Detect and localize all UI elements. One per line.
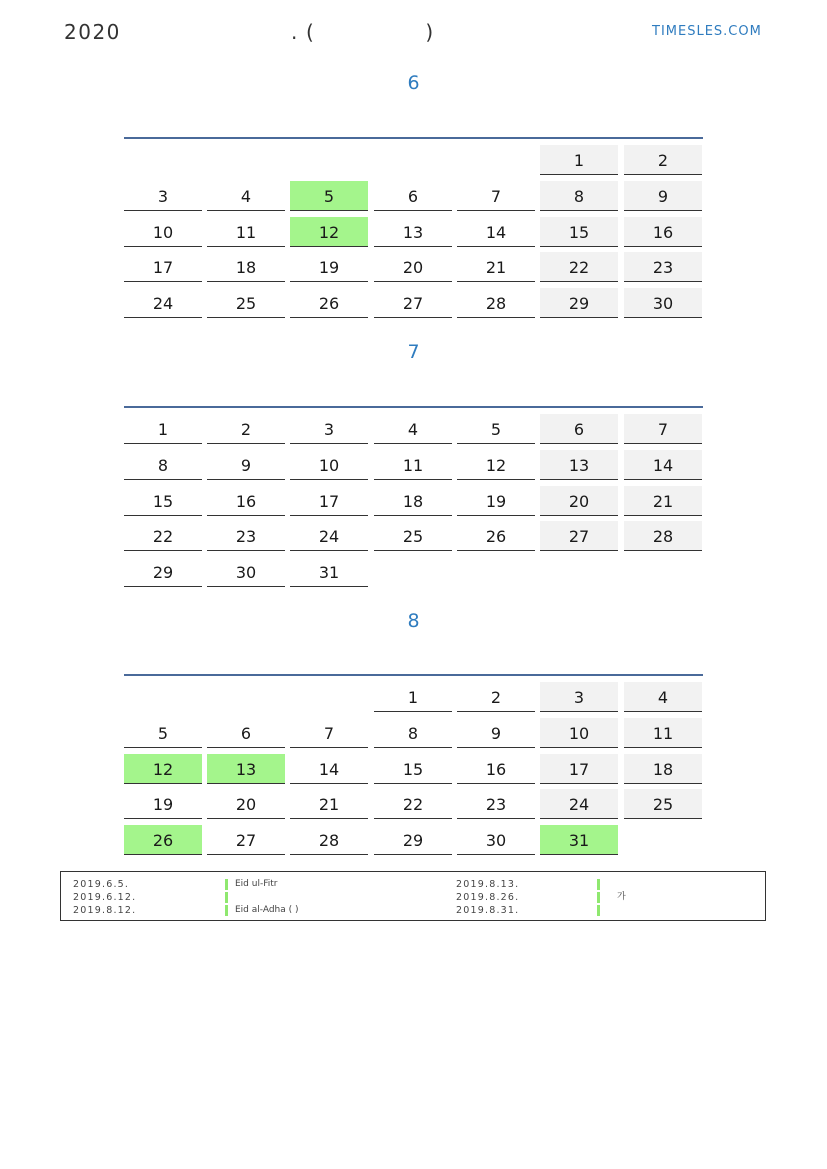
day-cell: 26 <box>457 521 535 551</box>
legend-date: 2019.6.5. <box>73 879 130 890</box>
day-cell: 22 <box>124 521 202 551</box>
day-cell: 18 <box>374 486 452 516</box>
weekend-day-cell: 10 <box>540 718 618 748</box>
day-cell: 25 <box>207 288 285 318</box>
weekend-day-cell: 8 <box>540 181 618 211</box>
weekend-day-cell: 22 <box>540 252 618 282</box>
weekend-day-cell: 18 <box>624 754 702 784</box>
month-title: 6 <box>407 72 420 94</box>
holiday-day-cell: 26 <box>124 825 202 855</box>
day-cell: 9 <box>207 450 285 480</box>
day-cell: 25 <box>374 521 452 551</box>
weekend-day-cell: 2 <box>624 145 702 175</box>
day-cell: 19 <box>457 486 535 516</box>
day-cell: 6 <box>207 718 285 748</box>
legend-date: 2019.8.31. <box>456 905 520 916</box>
day-cell: 5 <box>124 718 202 748</box>
month-title: 8 <box>407 610 420 632</box>
weekend-day-cell: 20 <box>540 486 618 516</box>
day-cell: 29 <box>124 557 202 587</box>
day-cell: 16 <box>207 486 285 516</box>
weekend-day-cell: 6 <box>540 414 618 444</box>
day-cell: 15 <box>124 486 202 516</box>
day-cell: 29 <box>374 825 452 855</box>
day-cell: 14 <box>457 217 535 247</box>
day-cell: 27 <box>374 288 452 318</box>
paren-close: ) <box>425 20 435 44</box>
day-cell: 10 <box>124 217 202 247</box>
day-cell: 30 <box>207 557 285 587</box>
weekend-day-cell: 24 <box>540 789 618 819</box>
weekend-day-cell: 11 <box>624 718 702 748</box>
legend-date: 2019.8.12. <box>73 905 137 916</box>
month-title: 7 <box>407 341 420 363</box>
legend-holiday-name: Eid ul-Fitr <box>235 879 278 889</box>
day-cell: 24 <box>290 521 368 551</box>
day-cell: 8 <box>374 718 452 748</box>
legend-date: 2019.8.26. <box>456 892 520 903</box>
day-cell: 26 <box>290 288 368 318</box>
brand-link[interactable]: TIMESLES.COM <box>652 24 762 39</box>
day-cell: 7 <box>457 181 535 211</box>
legend-color-marker <box>597 879 600 890</box>
day-cell: 16 <box>457 754 535 784</box>
weekend-day-cell: 9 <box>624 181 702 211</box>
day-cell: 6 <box>374 181 452 211</box>
legend-color-marker <box>597 892 600 903</box>
weekend-day-cell: 1 <box>540 145 618 175</box>
day-cell: 1 <box>124 414 202 444</box>
day-cell: 2 <box>207 414 285 444</box>
day-cell: 20 <box>207 789 285 819</box>
day-cell: 28 <box>457 288 535 318</box>
month-divider <box>124 137 703 139</box>
legend-date: 2019.8.13. <box>456 879 520 890</box>
weekend-day-cell: 21 <box>624 486 702 516</box>
weekend-day-cell: 3 <box>540 682 618 712</box>
legend-entry <box>61 891 761 904</box>
weekend-day-cell: 28 <box>624 521 702 551</box>
day-cell: 18 <box>207 252 285 282</box>
day-cell: 23 <box>207 521 285 551</box>
holiday-day-cell: 5 <box>290 181 368 211</box>
day-cell: 17 <box>124 252 202 282</box>
month-divider <box>124 674 703 676</box>
day-cell: 10 <box>290 450 368 480</box>
legend-entry <box>61 878 761 891</box>
legend-color-marker <box>597 905 600 916</box>
day-cell: 20 <box>374 252 452 282</box>
paren-open: ( <box>306 20 316 44</box>
day-cell: 3 <box>124 181 202 211</box>
day-cell: 1 <box>374 682 452 712</box>
day-cell: 21 <box>457 252 535 282</box>
page-header-title <box>64 20 435 44</box>
day-cell: 4 <box>374 414 452 444</box>
day-cell: 27 <box>207 825 285 855</box>
day-cell: 23 <box>457 789 535 819</box>
holiday-day-cell: 31 <box>540 825 618 855</box>
day-cell: 28 <box>290 825 368 855</box>
header-parenthetical <box>306 20 435 44</box>
weekend-day-cell: 25 <box>624 789 702 819</box>
weekend-day-cell: 23 <box>624 252 702 282</box>
header-dot: . <box>291 20 299 44</box>
weekend-day-cell: 30 <box>624 288 702 318</box>
day-cell: 2 <box>457 682 535 712</box>
weekend-day-cell: 17 <box>540 754 618 784</box>
day-cell: 21 <box>290 789 368 819</box>
legend-entry <box>61 904 761 917</box>
legend-date: 2019.6.12. <box>73 892 137 903</box>
month-divider <box>124 406 703 408</box>
weekend-day-cell: 7 <box>624 414 702 444</box>
day-cell: 11 <box>374 450 452 480</box>
weekend-day-cell: 14 <box>624 450 702 480</box>
weekend-day-cell: 29 <box>540 288 618 318</box>
holiday-day-cell: 12 <box>290 217 368 247</box>
weekend-day-cell: 27 <box>540 521 618 551</box>
weekend-day-cell: 15 <box>540 217 618 247</box>
day-cell: 7 <box>290 718 368 748</box>
day-cell: 19 <box>290 252 368 282</box>
day-cell: 31 <box>290 557 368 587</box>
day-cell: 8 <box>124 450 202 480</box>
weekend-day-cell: 16 <box>624 217 702 247</box>
day-cell: 4 <box>207 181 285 211</box>
holiday-day-cell: 12 <box>124 754 202 784</box>
day-cell: 9 <box>457 718 535 748</box>
day-cell: 24 <box>124 288 202 318</box>
holiday-legend <box>60 871 766 921</box>
day-cell: 17 <box>290 486 368 516</box>
day-cell: 22 <box>374 789 452 819</box>
day-cell: 19 <box>124 789 202 819</box>
day-cell: 11 <box>207 217 285 247</box>
day-cell: 14 <box>290 754 368 784</box>
day-cell: 5 <box>457 414 535 444</box>
day-cell: 13 <box>374 217 452 247</box>
legend-holiday-name: Eid al-Adha ( ) <box>235 905 299 915</box>
day-cell: 12 <box>457 450 535 480</box>
day-cell: 15 <box>374 754 452 784</box>
year-text: 2020 <box>64 20 121 44</box>
day-cell: 3 <box>290 414 368 444</box>
legend-holiday-name: 가 <box>617 892 626 902</box>
weekend-day-cell: 4 <box>624 682 702 712</box>
holiday-day-cell: 13 <box>207 754 285 784</box>
day-cell: 30 <box>457 825 535 855</box>
weekend-day-cell: 13 <box>540 450 618 480</box>
